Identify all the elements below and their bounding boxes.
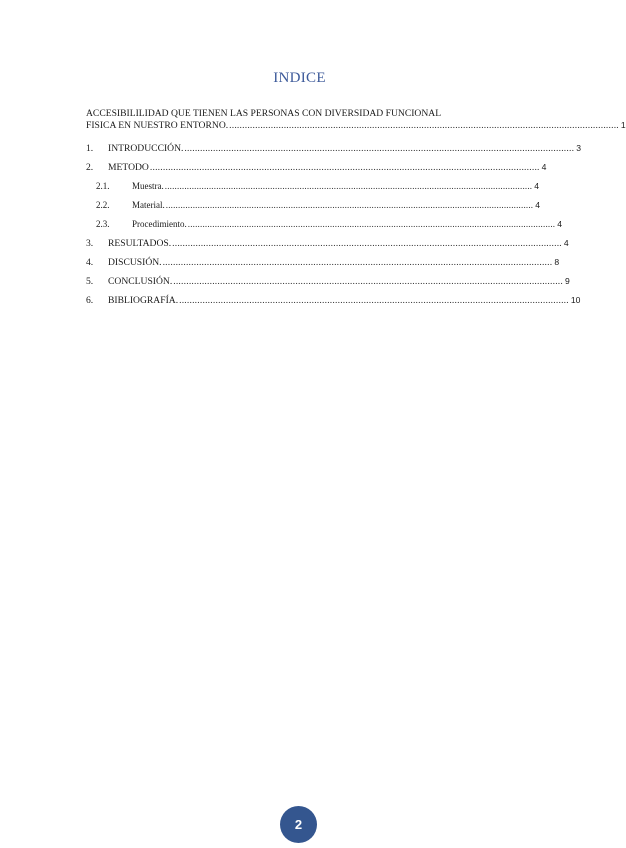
toc-entry-resultados[interactable]	[86, 238, 569, 257]
toc-entry-number: 6.	[86, 295, 94, 306]
toc-main-title-line1: ACCESIBILILIDAD QUE TIENEN LAS PERSONAS CON DIVERSIDAD FUNCIONAL	[86, 108, 442, 119]
toc-entry-number: 1.	[86, 143, 94, 154]
toc-page-number: 4	[534, 181, 540, 191]
toc-entry-main-title[interactable]	[86, 108, 626, 143]
toc-entry-label: INTRODUCCIÓN.	[108, 143, 184, 154]
page-number-badge: 2	[280, 806, 317, 843]
toc-page-number: 4	[535, 200, 541, 210]
toc-page-number: 4	[541, 162, 547, 172]
toc-entry-label: DISCUSIÓN.	[108, 257, 162, 268]
toc-page-number: 4	[557, 219, 563, 229]
toc-entry-conclusion[interactable]	[86, 276, 570, 295]
toc-entry-introduccion[interactable]	[86, 143, 581, 162]
toc-leader-dots: ......................................................................................................................................................	[187, 219, 556, 229]
toc-leader-dots: ......................................................................................................................................................	[179, 295, 569, 306]
table-of-contents	[86, 108, 626, 314]
toc-leader-dots: ......................................................................................................................................................	[173, 276, 563, 287]
toc-entry-label: CONCLUSIÓN.	[108, 276, 173, 287]
toc-entry-label: BIBLIOGRAFÍA.	[108, 295, 179, 306]
toc-entry-procedimiento[interactable]	[86, 219, 563, 238]
index-title: INDICE	[273, 70, 326, 86]
toc-page-number: 3	[576, 143, 581, 153]
toc-entry-label: Procedimiento.	[132, 219, 187, 229]
toc-leader-dots: ......................................................................................................................................................	[184, 143, 575, 154]
toc-page-number: 9	[565, 276, 570, 286]
toc-entry-number: 2.3.	[96, 219, 110, 229]
toc-leader-dots: ......................................................................................................................................................	[164, 181, 533, 191]
toc-entry-label: RESULTADOS.	[108, 238, 172, 249]
toc-leader-dots: ......................................................................................................................................................	[172, 238, 562, 249]
toc-entry-discusion[interactable]	[86, 257, 560, 276]
toc-page-number: 4	[563, 238, 569, 248]
toc-entry-metodo[interactable]	[86, 162, 547, 181]
toc-entry-material[interactable]	[86, 200, 541, 219]
toc-page-number: 1	[620, 120, 626, 130]
toc-main-title-line2: FISICA EN NUESTRO ENTORNO.	[86, 120, 229, 131]
toc-entry-label: Muestra.	[132, 181, 164, 191]
toc-leader-dots: ......................................................................................................................................................	[162, 257, 553, 268]
toc-page-number: 8	[554, 257, 560, 267]
toc-entry-bibliografia[interactable]	[86, 295, 581, 314]
toc-entry-muestra[interactable]	[86, 181, 540, 200]
toc-entry-number: 2.	[86, 162, 94, 173]
toc-entry-label: METODO	[108, 162, 149, 173]
toc-page-number: 10	[570, 295, 581, 305]
toc-entry-number: 3.	[86, 238, 94, 249]
toc-leader-dots: ......................................................................................................................................................	[165, 200, 534, 210]
toc-entry-number: 2.2.	[96, 200, 110, 210]
toc-entry-number: 5.	[86, 276, 94, 287]
toc-entry-label: Material.	[132, 200, 165, 210]
toc-leader-dots: ......................................................................................................................................................	[229, 120, 619, 131]
toc-entry-number: 4.	[86, 257, 94, 268]
toc-leader-dots: ......................................................................................................................................................	[149, 162, 540, 173]
toc-entry-number: 2.1.	[96, 181, 110, 191]
